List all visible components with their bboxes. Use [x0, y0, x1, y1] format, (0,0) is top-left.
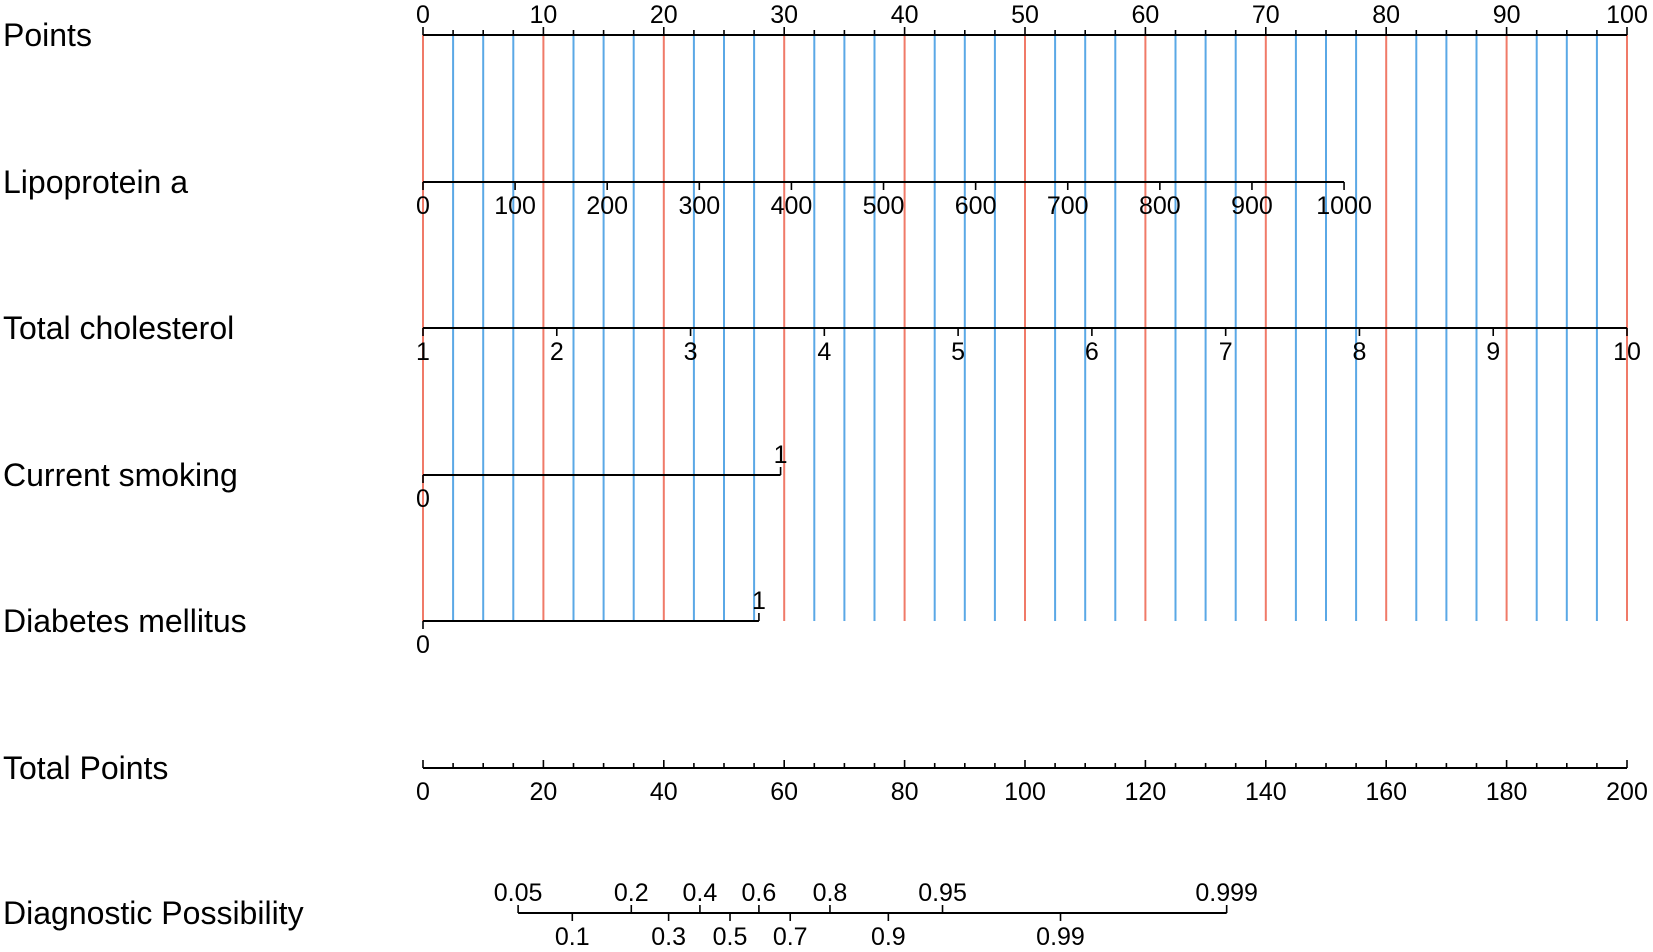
tick-label: 40 [649, 778, 678, 806]
row-label: Current smoking [3, 457, 238, 493]
tick-label: 70 [1251, 1, 1280, 29]
tick-label: 1 [751, 587, 766, 615]
row-label: Total Points [3, 750, 169, 786]
row-lipoprotein-a [3, 164, 1372, 220]
tick-label: 0 [416, 778, 430, 806]
tick-label: 800 [1138, 192, 1181, 220]
row-label: Diagnostic Possibility [3, 895, 304, 931]
tick-label: 5 [951, 338, 966, 366]
tick-label: 3 [683, 338, 698, 366]
tick-label: 80 [1372, 1, 1401, 29]
tick-label: 0 [416, 631, 430, 659]
tick-label: 7 [1218, 338, 1233, 366]
tick-label: 10 [529, 1, 558, 29]
tick-label: 200 [1606, 778, 1648, 806]
tick-label: 900 [1231, 192, 1273, 220]
tick-label: 40 [890, 1, 919, 29]
tick-label: 600 [954, 192, 997, 220]
tick-label: 0.95 [918, 879, 967, 907]
row-diabetes-mellitus [3, 587, 766, 659]
tick-label: 1 [416, 338, 430, 366]
tick-label: 0.4 [682, 879, 718, 907]
tick-label: 10 [1613, 338, 1641, 366]
row-points [3, 1, 1648, 53]
row-label: Total cholesterol [3, 310, 235, 346]
tick-label: 100 [494, 192, 536, 220]
nomogram-rows [3, 1, 1648, 951]
tick-label: 50 [1011, 1, 1039, 29]
tick-label: 100 [1004, 778, 1046, 806]
tick-label: 0.1 [554, 923, 590, 951]
tick-label: 0 [416, 192, 430, 220]
tick-label: 0.9 [870, 923, 906, 951]
tick-label: 8 [1352, 338, 1367, 366]
tick-label: 0.8 [812, 879, 848, 907]
tick-label: 90 [1492, 1, 1521, 29]
tick-label: 80 [890, 778, 919, 806]
row-current-smoking [3, 441, 788, 513]
tick-label: 180 [1485, 778, 1528, 806]
tick-label: 9 [1486, 338, 1501, 366]
row-label: Points [3, 17, 92, 53]
tick-label: 140 [1244, 778, 1287, 806]
tick-label: 20 [529, 778, 558, 806]
tick-label: 1000 [1316, 192, 1372, 220]
tick-label: 120 [1124, 778, 1167, 806]
tick-label: 0.7 [772, 923, 808, 951]
row-label: Lipoprotein a [3, 164, 189, 200]
row-total-points [3, 750, 1648, 806]
tick-label: 60 [770, 778, 799, 806]
tick-label: 300 [678, 192, 721, 220]
tick-label: 0.6 [741, 879, 777, 907]
tick-label: 60 [1131, 1, 1160, 29]
tick-label: 4 [817, 338, 832, 366]
tick-label: 0.05 [493, 879, 543, 907]
tick-label: 400 [770, 192, 813, 220]
tick-label: 20 [649, 1, 678, 29]
tick-label: 200 [586, 192, 629, 220]
tick-label: 2 [549, 338, 564, 366]
row-label: Diabetes mellitus [3, 603, 247, 639]
tick-label: 0.3 [651, 923, 686, 951]
tick-label: 0.999 [1195, 879, 1258, 907]
tick-label: 0.99 [1036, 923, 1085, 951]
tick-label: 700 [1046, 192, 1089, 220]
tick-label: 0.2 [613, 879, 649, 907]
tick-label: 500 [862, 192, 905, 220]
row-diagnostic-possibility [3, 879, 1258, 951]
tick-label: 1 [773, 441, 788, 469]
tick-label: 0.5 [712, 923, 748, 951]
tick-label: 6 [1084, 338, 1099, 366]
tick-label: 160 [1365, 778, 1408, 806]
tick-label: 0 [416, 485, 430, 513]
tick-label: 30 [770, 1, 799, 29]
tick-label: 0 [416, 1, 430, 29]
tick-label: 100 [1606, 1, 1648, 29]
row-total-cholesterol [3, 310, 1641, 366]
